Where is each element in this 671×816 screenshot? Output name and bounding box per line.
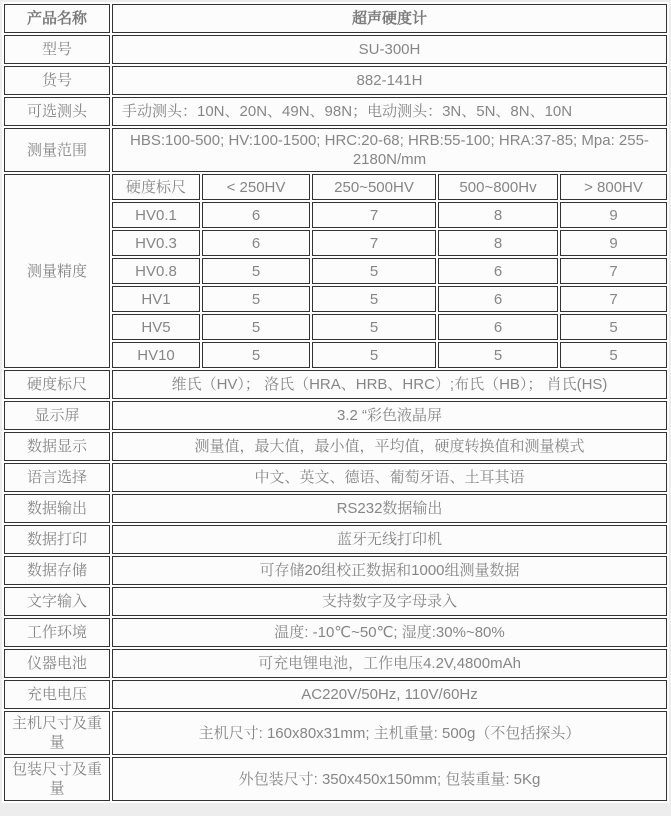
precision-header-row: [4, 174, 667, 200]
spec-row: [4, 757, 667, 801]
spec-value-cell: AC220V/50Hz, 110V/60Hz: [112, 680, 667, 709]
spec-value-cell: 中文、英文、德语、葡萄牙语、土耳其语: [112, 463, 667, 492]
spec-label-cell: 主机尺寸及重量: [4, 711, 110, 755]
spec-value-cell: 主机尺寸: 160x80x31mm; 主机重量: 500g（不包括探头）: [112, 711, 667, 755]
spec-value-cell: 3.2 “彩色液晶屏: [112, 401, 667, 430]
precision-value-cell: 6: [202, 230, 310, 256]
precision-value-cell: 5: [312, 314, 436, 340]
spec-row: [4, 97, 667, 126]
precision-value-cell: 5: [560, 342, 667, 368]
spec-label-cell: 数据显示: [4, 432, 110, 461]
spec-value-cell: 可存储20组校正数据和1000组测量数据: [112, 556, 667, 585]
precision-header-cell: < 250HV: [202, 174, 310, 200]
spec-value-cell: 手动测头：10N、20N、49N、98N；电动测头：3N、5N、8N、10N: [112, 97, 667, 126]
spec-label-cell: 数据输出: [4, 494, 110, 523]
spec-row: [4, 618, 667, 647]
precision-value-cell: 7: [560, 258, 667, 284]
precision-value-cell: 6: [438, 258, 558, 284]
spec-label-cell: 型号: [4, 35, 110, 64]
spec-value-cell: HBS:100-500; HV:100-1500; HRC:20-68; HRB:55-100; HRA:37-85; Mpa: 255-2180N/mm: [112, 128, 667, 172]
spec-label-cell: 仪器电池: [4, 649, 110, 678]
spec-label-cell: 工作环境: [4, 618, 110, 647]
spec-row: [4, 66, 667, 95]
precision-value-cell: 5: [312, 286, 436, 312]
precision-value-cell: 7: [312, 230, 436, 256]
spec-value-cell: 超声硬度计: [112, 4, 667, 33]
precision-value-cell: 5: [560, 314, 667, 340]
precision-value-cell: 5: [202, 286, 310, 312]
precision-scale-cell: HV5: [112, 314, 200, 340]
precision-header-cell: > 800HV: [560, 174, 667, 200]
spec-row: [4, 711, 667, 755]
spec-value-cell: SU-300H: [112, 35, 667, 64]
spec-value-cell: 蓝牙无线打印机: [112, 525, 667, 554]
precision-scale-cell: HV10: [112, 342, 200, 368]
spec-label-cell: 测量范围: [4, 128, 110, 172]
spec-value-cell: 温度: -10℃~50℃; 湿度:30%~80%: [112, 618, 667, 647]
precision-header-cell: 250~500HV: [312, 174, 436, 200]
spec-row: [4, 370, 667, 399]
precision-value-cell: 5: [202, 342, 310, 368]
precision-value-cell: 5: [202, 258, 310, 284]
spec-label-cell: 产品名称: [4, 4, 110, 33]
spec-row: [4, 463, 667, 492]
product-spec-table: [2, 2, 669, 803]
spec-label-cell: 硬度标尺: [4, 370, 110, 399]
spec-row: [4, 401, 667, 430]
precision-value-cell: 5: [312, 342, 436, 368]
spec-label-cell: 充电电压: [4, 680, 110, 709]
precision-value-cell: 9: [560, 230, 667, 256]
spec-row: [4, 556, 667, 585]
precision-header-cell: 硬度标尺: [112, 174, 200, 200]
spec-label-cell: 文字输入: [4, 587, 110, 616]
spec-row: [4, 587, 667, 616]
spec-value-cell: 882-141H: [112, 66, 667, 95]
precision-value-cell: 5: [312, 258, 436, 284]
spec-value-cell: 可充电锂电池，工作电压4.2V,4800mAh: [112, 649, 667, 678]
precision-value-cell: 8: [438, 230, 558, 256]
precision-value-cell: 5: [438, 342, 558, 368]
spec-row: [4, 35, 667, 64]
spec-label-cell: 数据打印: [4, 525, 110, 554]
precision-scale-cell: HV0.1: [112, 202, 200, 228]
precision-header-cell: 500~800Hv: [438, 174, 558, 200]
spec-value-cell: RS232数据输出: [112, 494, 667, 523]
precision-value-cell: 6: [202, 202, 310, 228]
spec-row: [4, 649, 667, 678]
spec-value-cell: 外包装尺寸: 350x450x150mm; 包装重量: 5Kg: [112, 757, 667, 801]
spec-label-cell: 语言选择: [4, 463, 110, 492]
spec-row: [4, 128, 667, 172]
spec-value-cell: 维氏（HV）； 洛氏（HRA、HRB、HRC）;布氏（HB）； 肖氏(HS): [112, 370, 667, 399]
precision-value-cell: 6: [438, 286, 558, 312]
precision-scale-cell: HV0.3: [112, 230, 200, 256]
precision-value-cell: 7: [560, 286, 667, 312]
spec-label-cell: 包装尺寸及重量: [4, 757, 110, 801]
spec-row: [4, 494, 667, 523]
precision-value-cell: 8: [438, 202, 558, 228]
spec-row: [4, 525, 667, 554]
precision-scale-cell: HV0.8: [112, 258, 200, 284]
spec-value-cell: 测量值，最大值，最小值，平均值，硬度转换值和测量模式: [112, 432, 667, 461]
spec-label-cell: 货号: [4, 66, 110, 95]
spec-label-cell: 显示屏: [4, 401, 110, 430]
precision-value-cell: 6: [438, 314, 558, 340]
spec-label-cell: 测量精度: [4, 174, 110, 368]
precision-value-cell: 5: [202, 314, 310, 340]
precision-value-cell: 7: [312, 202, 436, 228]
precision-scale-cell: HV1: [112, 286, 200, 312]
spec-row: [4, 4, 667, 33]
spec-row: [4, 680, 667, 709]
spec-row: [4, 432, 667, 461]
spec-label-cell: 数据存储: [4, 556, 110, 585]
spec-label-cell: 可选测头: [4, 97, 110, 126]
spec-value-cell: 支持数字及字母录入: [112, 587, 667, 616]
precision-value-cell: 9: [560, 202, 667, 228]
spec-table-body: [4, 4, 667, 801]
